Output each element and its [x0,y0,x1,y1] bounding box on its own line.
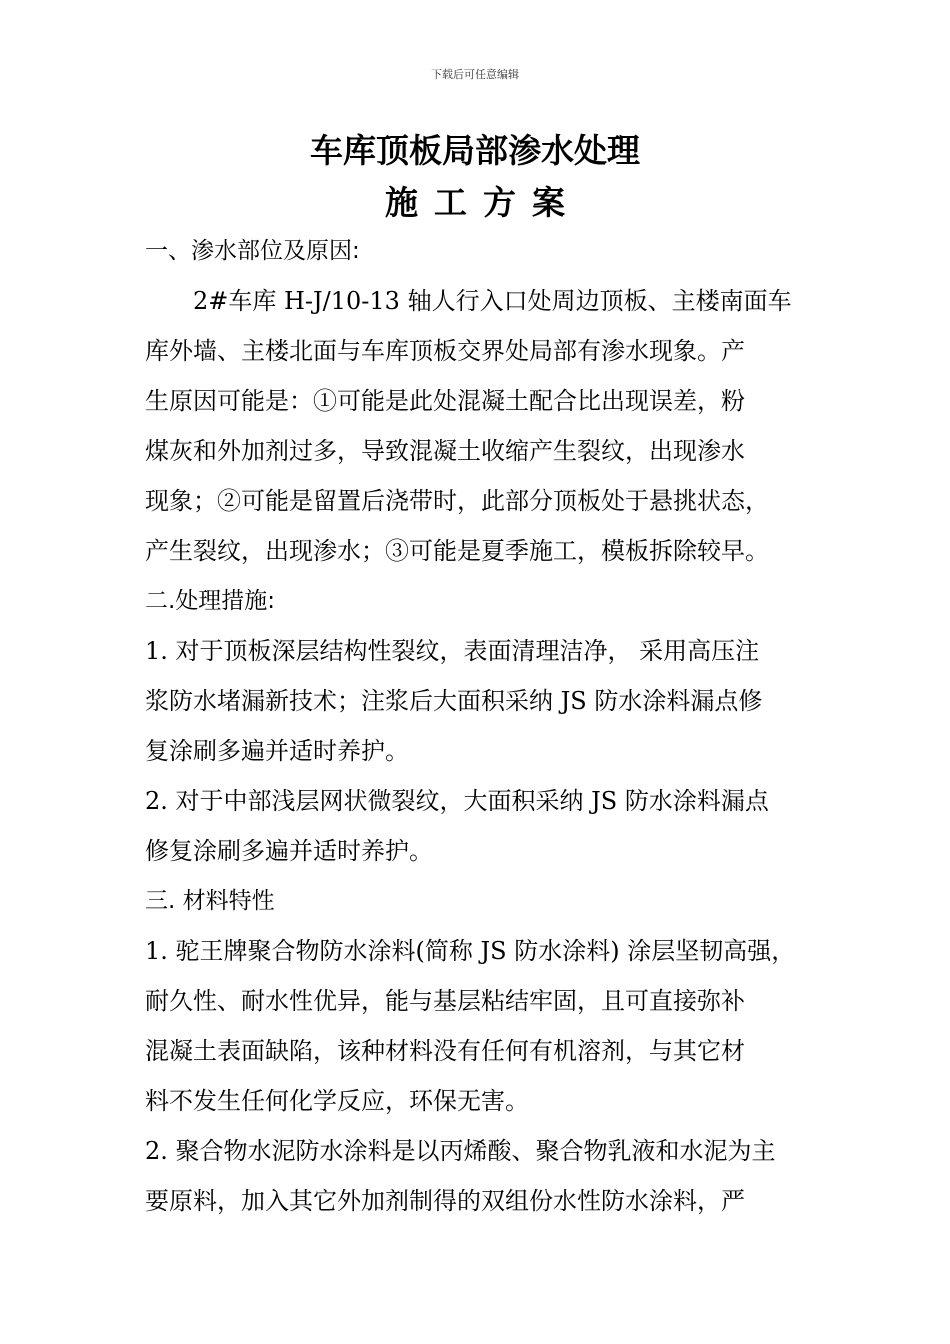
paragraph-line: 2. 聚合物水泥防水涂料是以丙烯酸、聚合物乳液和水泥为主 [145,1137,776,1165]
paragraph-line: 2. 对于中部浅层网状微裂纹，大面积采纳 JS 防水涂料漏点 [145,787,769,815]
document-title: 车库顶板局部渗水处理 [310,131,640,170]
paragraph-line: 1. 驼王牌聚合物防水涂料(简称 JS 防水涂料) 涂层坚韧高强， [145,937,796,965]
paragraph-line: 2#车库 H-J/10-13 轴人行入口处周边顶板、主楼南面车 [193,287,792,315]
document-subtitle: 施工方案 [385,183,581,222]
paragraph-line: 现象；②可能是留置后浇带时，此部分顶板处于悬挑状态， [145,487,769,515]
section-heading-materials: 三. 材料特性 [145,888,275,914]
section-heading-measures: 二.处理措施: [145,588,276,614]
paragraph-line: 产生裂纹，出现渗水；③可能是夏季施工，模板拆除较早。 [145,537,769,565]
paragraph-line: 混凝土表面缺陷，该种材料没有任何有机溶剂，与其它材 [145,1037,745,1065]
section-heading-causes: 一、渗水部位及原因: [145,238,360,264]
paragraph-line: 料不发生任何化学反应，环保无害。 [145,1087,529,1115]
paragraph-line: 复涂刷多遍并适时养护。 [145,737,409,765]
paragraph-line: 1. 对于顶板深层结构性裂纹，表面清理洁净， 采用高压注 [145,637,760,665]
paragraph-line: 库外墙、主楼北面与车库顶板交界处局部有渗水现象。产 [145,337,745,365]
paragraph-line: 浆防水堵漏新技术；注浆后大面积采纳 JS 防水涂料漏点修 [145,687,763,715]
paragraph-line: 生原因可能是：①可能是此处混凝土配合比出现误差，粉 [145,387,745,415]
paragraph-line: 修复涂刷多遍并适时养护。 [145,837,433,865]
page-header: 下载后可任意编辑 [431,68,519,81]
paragraph-line: 要原料，加入其它外加剂制得的双组份水性防水涂料，严 [145,1187,745,1215]
document-body [145,226,835,1226]
paragraph-line: 耐久性、耐水性优异，能与基层粘结牢固，且可直接弥补 [145,987,745,1015]
paragraph-line: 煤灰和外加剂过多，导致混凝土收缩产生裂纹，出现渗水 [145,437,745,465]
